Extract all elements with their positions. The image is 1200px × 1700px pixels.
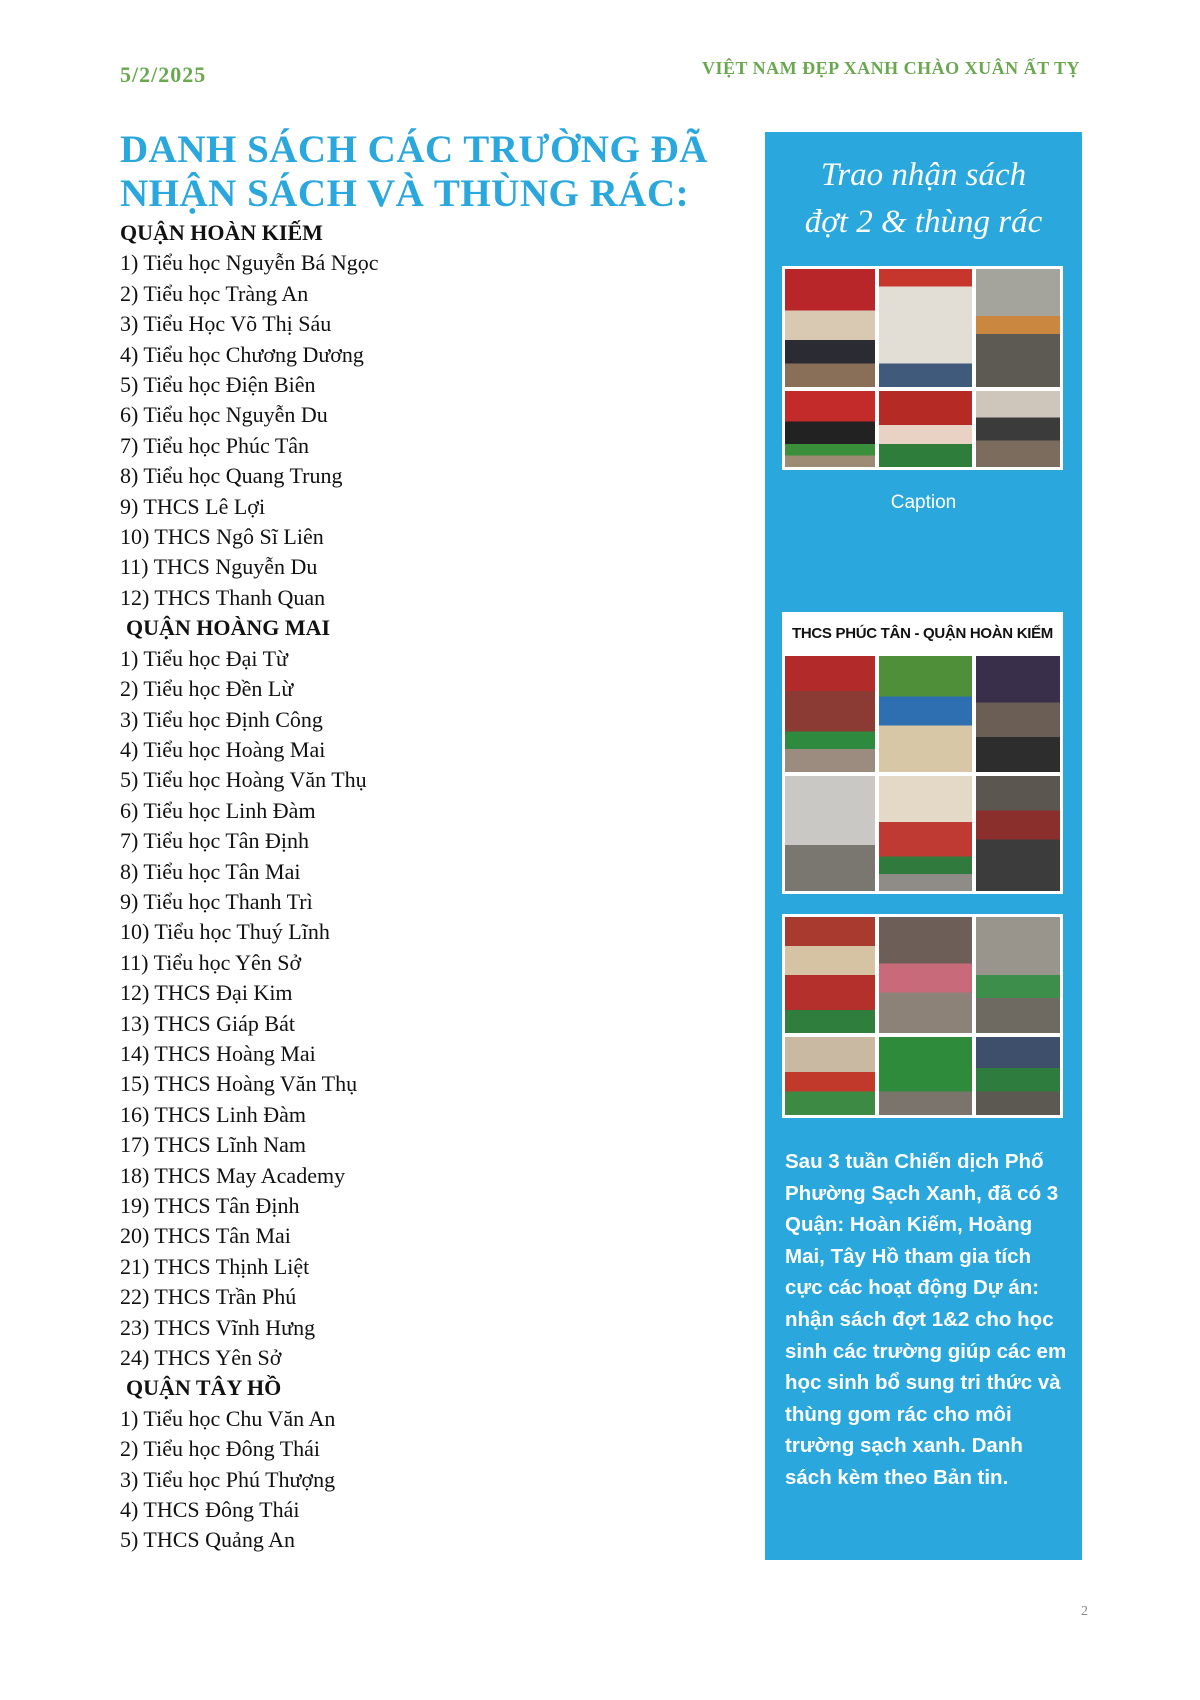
school-item: 21) THCS Thịnh Liệt: [120, 1253, 310, 1279]
school-item: 7) Tiểu học Tân Định: [120, 828, 310, 854]
school-item: 2) Tiểu học Tràng An: [120, 280, 309, 306]
sidebar-heading: [765, 152, 1082, 246]
photo: [879, 391, 972, 467]
school-item: 2) Tiểu học Đông Thái: [120, 1436, 321, 1462]
photo-caption: Caption: [890, 492, 957, 513]
photo: [976, 391, 1060, 467]
photo: [785, 656, 875, 772]
school-item: 6) Tiểu học Nguyễn Du: [120, 402, 328, 428]
photo: [976, 917, 1060, 1033]
photo: [879, 917, 972, 1033]
photo-collage-1: [782, 266, 1063, 470]
school-item: 3) Tiểu học Định Công: [120, 706, 323, 732]
school-list: [120, 218, 720, 1556]
photo: [976, 656, 1060, 772]
school-item: 22) THCS Trần Phú: [120, 1284, 297, 1310]
photo: [785, 917, 875, 1033]
photo: [879, 656, 972, 772]
school-item: 5) Tiểu học Điện Biên: [120, 372, 316, 398]
page-title: DANH SÁCH CÁC TRƯỜNG ĐÃ NHẬN SÁCH VÀ THÙNG RÁC:: [120, 128, 708, 215]
school-item: 9) Tiểu học Thanh Trì: [120, 888, 313, 914]
school-item: 6) Tiểu học Linh Đàm: [120, 797, 316, 823]
school-item: 16) THCS Linh Đàm: [120, 1101, 306, 1127]
sidebar-heading-line1: Trao nhận sách: [820, 157, 1027, 193]
school-item: 5) Tiểu học Hoàng Văn Thụ: [120, 767, 367, 793]
school-item: 3) Tiểu học Phú Thượng: [120, 1466, 336, 1492]
school-item: 13) THCS Giáp Bát: [120, 1010, 295, 1036]
photo: [785, 269, 875, 387]
page-number: 2: [1081, 1604, 1088, 1619]
district-heading: QUẬN TÂY HỒ: [126, 1375, 282, 1401]
collage-title: THCS PHÚC TÂN - QUẬN HOÀN KIẾM: [792, 625, 1053, 642]
school-item: 4) Tiểu học Hoàng Mai: [120, 736, 326, 762]
header-title: VIỆT NAM ĐẸP XANH CHÀO XUÂN ẤT TỴ: [701, 58, 1080, 78]
school-item: 20) THCS Tân Mai: [120, 1223, 291, 1249]
header-date: 5/2/2025: [120, 62, 207, 87]
district-heading: QUẬN HOÀNG MAI: [126, 615, 331, 641]
school-item: 8) Tiểu học Tân Mai: [120, 858, 301, 884]
photo: [976, 269, 1060, 387]
school-item: 11) Tiểu học Yên Sở: [120, 949, 302, 975]
photo: [785, 1037, 875, 1115]
photo: [879, 776, 972, 891]
photo: [785, 776, 875, 891]
school-item: 3) Tiểu Học Võ Thị Sáu: [120, 311, 332, 337]
photo: [976, 1037, 1060, 1115]
photo: [976, 776, 1060, 891]
school-item: 10) THCS Ngô Sĩ Liên: [120, 524, 324, 550]
school-item: 4) THCS Đông Thái: [120, 1497, 300, 1523]
school-item: 7) Tiểu học Phúc Tân: [120, 432, 310, 458]
school-item: 18) THCS May Academy: [120, 1162, 346, 1188]
photo: [879, 269, 972, 387]
school-item: 12) THCS Đại Kim: [120, 980, 293, 1006]
school-item: 23) THCS Vĩnh Hưng: [120, 1314, 316, 1340]
sidebar-panel: [765, 132, 1082, 1560]
school-item: 24) THCS Yên Sở: [120, 1345, 282, 1371]
school-item: 9) THCS Lê Lợi: [120, 493, 266, 519]
school-item: 1) Tiểu học Nguyễn Bá Ngọc: [120, 250, 379, 276]
school-item: 12) THCS Thanh Quan: [120, 584, 326, 610]
sidebar-heading-line2: đợt 2 & thùng rác: [804, 204, 1043, 240]
school-item: 11) THCS Nguyễn Du: [120, 554, 318, 580]
school-item: 5) THCS Quảng An: [120, 1527, 295, 1553]
school-item: 2) Tiểu học Đền Lừ: [120, 676, 294, 702]
photo-collage-2: [782, 612, 1063, 894]
district-heading: QUẬN HOÀN KIẾM: [120, 220, 323, 245]
school-item: 4) Tiểu học Chương Dương: [120, 341, 364, 367]
school-item: 19) THCS Tân Định: [120, 1193, 300, 1218]
school-item: 15) THCS Hoàng Văn Thụ: [120, 1071, 358, 1097]
school-item: 14) THCS Hoàng Mai: [120, 1040, 316, 1066]
school-item: 8) Tiểu học Quang Trung: [120, 463, 343, 489]
photo-collage-3: [782, 914, 1063, 1118]
school-item: 10) Tiểu học Thuý Lĩnh: [120, 919, 330, 945]
school-item: 1) Tiểu học Đại Từ: [120, 645, 288, 671]
photo: [785, 391, 875, 467]
school-item: 17) THCS Lĩnh Nam: [120, 1132, 306, 1158]
school-item: 1) Tiểu học Chu Văn An: [120, 1405, 336, 1431]
photo: [879, 1037, 972, 1115]
sidebar-body-text: Sau 3 tuần Chiến dịch Phố Phường Sạch Xanh, đã có 3 Quận: Hoàn Kiếm, Hoàng Mai, Tây Hồ tham gia tích cực các hoạt động Dự án: nhận sách đợt 1&2 cho học sinh các trường giúp các em học sinh bổ sung tri thức và thùng gom rác cho môi trường sạch xanh. Danh sách kèm theo Bản tin.: [785, 1150, 1067, 1489]
